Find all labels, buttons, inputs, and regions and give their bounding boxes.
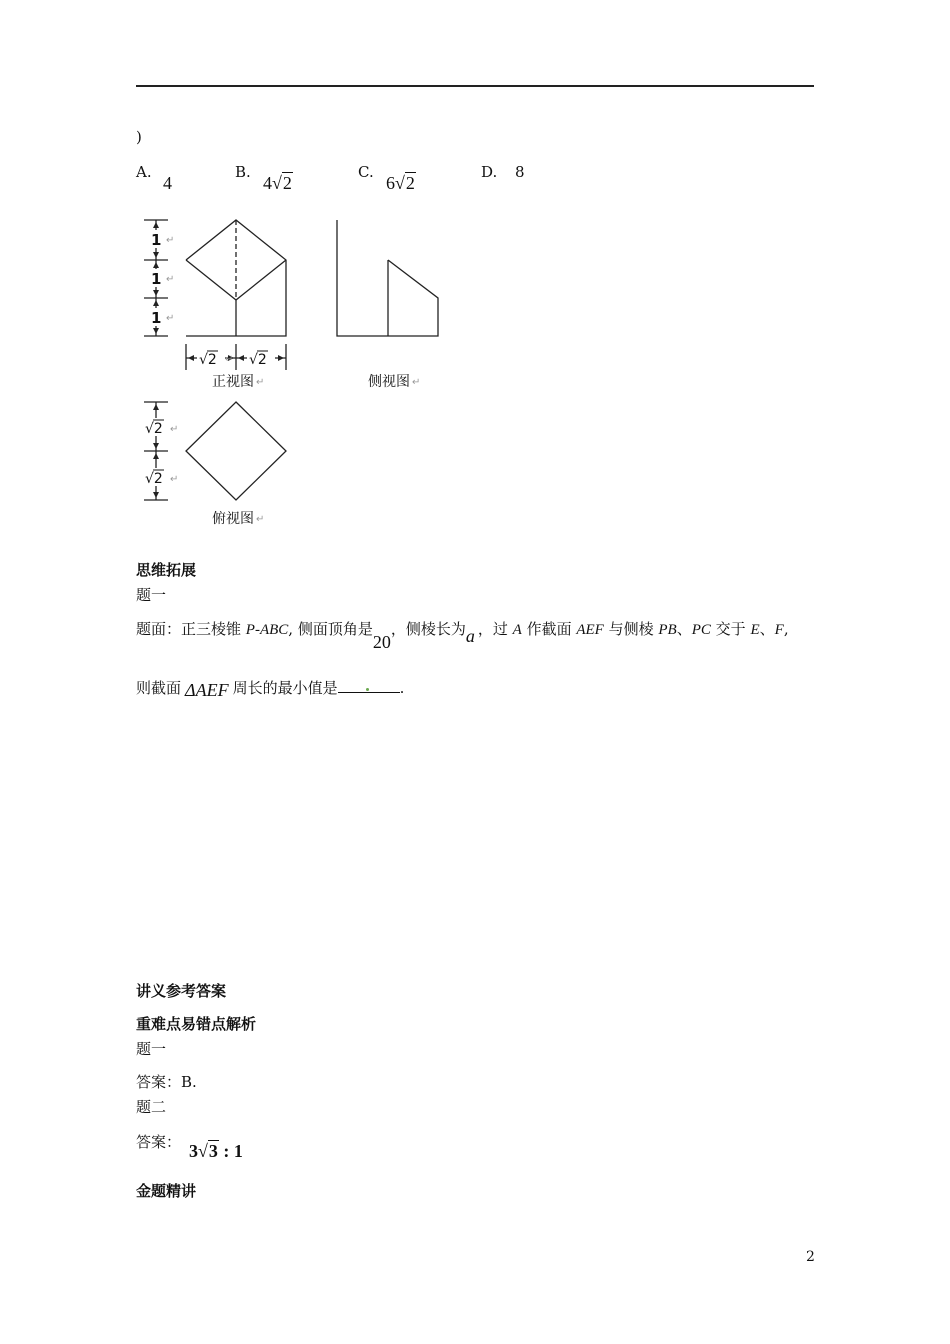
dim-label-1-bottom: 1 bbox=[151, 309, 162, 327]
answer-q2-value bbox=[189, 1141, 243, 1162]
q1-pyramid: P-ABC bbox=[245, 622, 289, 638]
option-b-value bbox=[263, 173, 293, 194]
q1-edge-length: a bbox=[465, 626, 475, 646]
dim-sqrt2-right: √2 bbox=[249, 352, 267, 368]
return-mark: ↵ bbox=[166, 235, 175, 246]
q1-text: ，过 bbox=[477, 620, 513, 638]
q1-text: 与侧棱 bbox=[603, 620, 659, 638]
side-view-drawing bbox=[337, 220, 438, 336]
return-mark: ↵ bbox=[170, 474, 179, 485]
section-heading-analysis: 重难点易错点解析 bbox=[136, 1015, 257, 1033]
q1-text: 则截面 bbox=[136, 679, 182, 697]
dim-sqrt2-top-upper: √2 bbox=[145, 421, 163, 437]
answer-q2-ratio: : 1 bbox=[218, 1141, 243, 1161]
answer-q2-label: 答案： bbox=[136, 1133, 182, 1151]
q1-text: 作截面 bbox=[521, 620, 577, 638]
question-1-line-2 bbox=[136, 677, 404, 698]
return-mark: ↵ bbox=[256, 377, 265, 388]
section-heading-gold: 金题精讲 bbox=[136, 1182, 197, 1200]
q1-text: , 侧面顶角是 bbox=[288, 620, 373, 638]
top-view-caption: 俯视图 bbox=[212, 511, 254, 527]
return-mark: ↵ bbox=[166, 274, 175, 285]
q1-edge-pb: PB bbox=[658, 622, 677, 638]
answer-blank[interactable] bbox=[338, 678, 400, 693]
dim-label-1-top: 1 bbox=[151, 231, 162, 249]
three-view-figure bbox=[130, 210, 450, 530]
sqrt-sign: √ bbox=[198, 1141, 208, 1161]
closing-paren: ) bbox=[136, 128, 142, 146]
q1-text: 周长的最小值是 bbox=[232, 679, 338, 697]
sqrt-sign: √ bbox=[395, 173, 405, 193]
section-heading-extend: 思维拓展 bbox=[136, 561, 197, 579]
q1-text: 题面：正三棱锥 bbox=[136, 620, 246, 638]
q1-point-f: F bbox=[774, 622, 784, 638]
option-c-label: C. bbox=[358, 163, 374, 181]
side-view-caption: 侧视图 bbox=[368, 374, 410, 390]
q1-point-e: E bbox=[750, 622, 760, 638]
return-mark: ↵ bbox=[170, 424, 179, 435]
option-d-value: 8 bbox=[515, 163, 525, 181]
q1-angle: 20 bbox=[372, 632, 391, 652]
return-mark: ↵ bbox=[256, 514, 265, 525]
return-mark: ↵ bbox=[412, 377, 421, 388]
option-a-label: A. bbox=[136, 163, 152, 181]
q1-text: 交于 bbox=[710, 620, 751, 638]
option-c-radicand: 2 bbox=[405, 173, 415, 193]
q1-edge-pc: PC bbox=[691, 622, 711, 638]
answer-q1: 答案：B. bbox=[136, 1073, 197, 1091]
option-c-value bbox=[386, 173, 416, 194]
q1-text: 、 bbox=[676, 620, 692, 638]
q1-text: . bbox=[399, 679, 405, 697]
option-b-coef: 4 bbox=[263, 173, 272, 193]
front-view-drawing bbox=[186, 220, 286, 336]
q1-text: , bbox=[783, 620, 789, 638]
option-d-label: D. bbox=[481, 163, 498, 181]
option-b-label: B. bbox=[235, 163, 251, 181]
sqrt-sign: √ bbox=[272, 173, 282, 193]
dim-sqrt2-left: √2 bbox=[199, 352, 217, 368]
dim-label-1-middle: 1 bbox=[151, 270, 162, 288]
dim-sqrt2-top-lower: √2 bbox=[145, 471, 163, 487]
front-view-caption: 正视图 bbox=[212, 374, 254, 390]
question-1-title: 题一 bbox=[136, 586, 167, 604]
option-a-value: 4 bbox=[163, 173, 172, 193]
q1-point-a: A bbox=[512, 622, 522, 638]
question-1-line-1 bbox=[136, 618, 789, 652]
q1-section: AEF bbox=[576, 622, 604, 638]
return-mark: ↵ bbox=[166, 313, 175, 324]
answer-q1-title: 题一 bbox=[136, 1040, 167, 1058]
answer-q2-coef: 3 bbox=[189, 1141, 198, 1161]
option-c-coef: 6 bbox=[386, 173, 395, 193]
option-b-radicand: 2 bbox=[282, 173, 292, 193]
answer-q2-title: 题二 bbox=[136, 1098, 167, 1116]
section-heading-answers: 讲义参考答案 bbox=[136, 982, 227, 1000]
header-rule bbox=[136, 85, 814, 87]
return-mark: ↵ bbox=[225, 354, 234, 365]
q1-text: 、 bbox=[759, 620, 775, 638]
q1-text: ，侧棱长为 bbox=[390, 620, 466, 638]
answer-q2-radicand: 3 bbox=[208, 1141, 218, 1161]
q1-triangle: ΔAEF bbox=[185, 680, 229, 700]
top-view-drawing bbox=[186, 402, 286, 500]
page-number: 2 bbox=[806, 1249, 815, 1265]
